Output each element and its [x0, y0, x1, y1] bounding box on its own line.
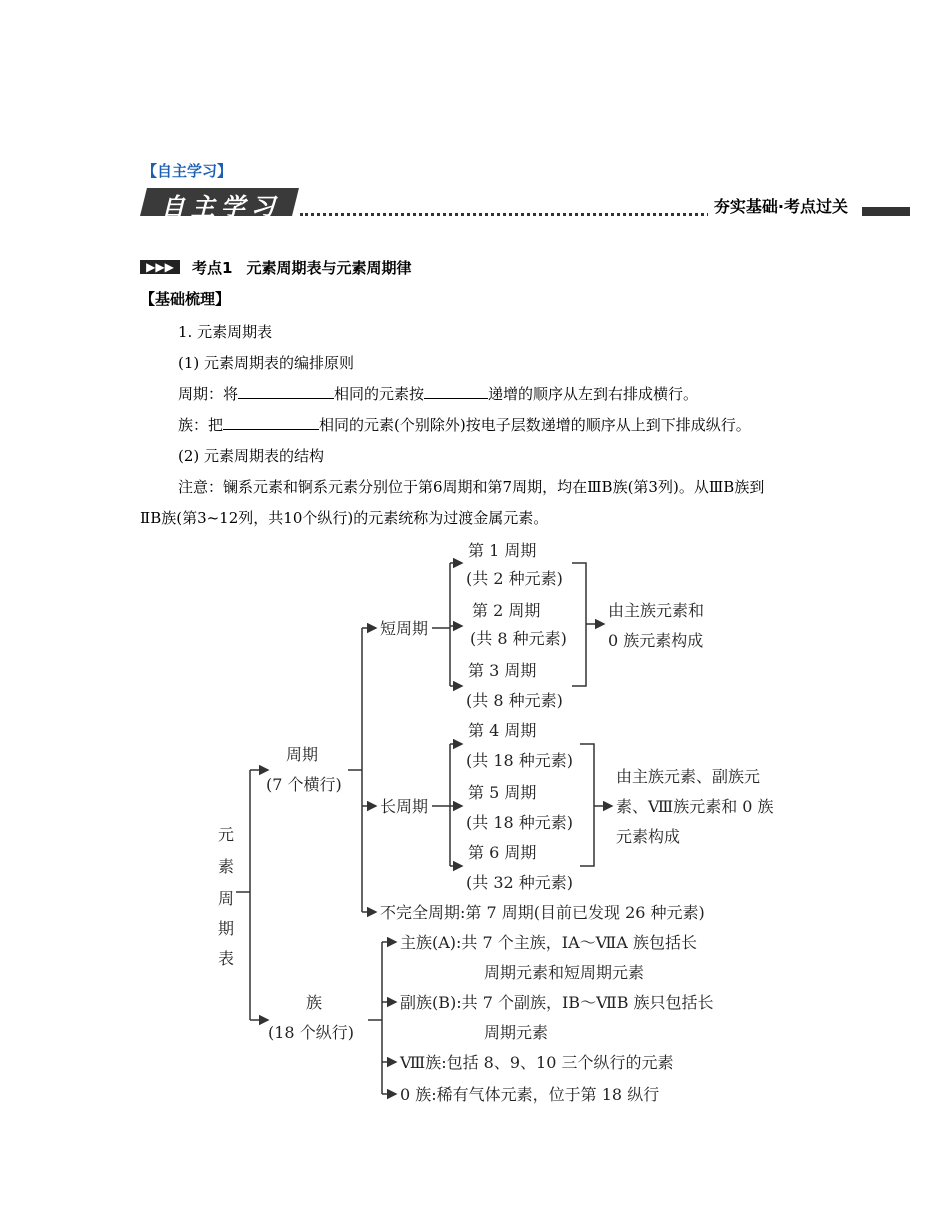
long-item-2: 第 5 周期 [468, 783, 537, 802]
period-count: (7 个横行) [266, 775, 342, 794]
text-line-7: ⅡB族(第3~12列，共10个纵行)的元素统称为过渡金属元素。 [140, 509, 549, 527]
sub-group-0: 副族(B):共 7 个副族，ⅠB～ⅦB 族只包括长 [400, 993, 714, 1012]
long-period-label: 长周期 [380, 797, 429, 816]
text-line-6: 注意：镧系元素和锕系元素分别位于第6周期和第7周期，均在ⅢB族(第3列)。从ⅢB族到 [178, 478, 765, 496]
short-period-label: 短周期 [380, 619, 429, 638]
section-heading: 【基础梳理】 [140, 290, 231, 308]
long-note-0: 由主族元素、副族元 [616, 767, 761, 786]
group-label: 族 [306, 993, 323, 1012]
long-note-2: 元素构成 [616, 827, 681, 846]
root-char-3: 期 [218, 919, 235, 938]
text-line-5: (2) 元素周期表的结构 [178, 447, 325, 465]
group0-text: 0 族:稀有气体元素，位于第 18 纵行 [400, 1085, 660, 1104]
long-item-1: (共 18 种元素) [466, 751, 574, 770]
text-line-3a: 周期：将 [178, 385, 239, 403]
triple-arrow-icon: ▶▶▶ [140, 260, 180, 274]
short-item-0: 第 1 周期 [468, 541, 537, 560]
banner-title: 自主学习 [160, 193, 281, 221]
root-char-1: 素 [218, 857, 235, 876]
kaodian-title: 元素周期表与元素周期律 [246, 258, 412, 277]
group-count: (18 个纵行) [268, 1023, 354, 1042]
root-char-0: 元 [218, 825, 235, 844]
short-item-3: (共 8 种元素) [470, 629, 567, 648]
main-group-0: 主族(A):共 7 个主族，ⅠA～ⅦA 族包括长 [400, 933, 697, 952]
long-close-bracket [580, 744, 594, 866]
text-line-1: 1. 元素周期表 [178, 323, 273, 341]
short-close-bracket [572, 563, 586, 686]
short-item-5: (共 8 种元素) [466, 691, 563, 710]
main-group-1: 周期元素和短周期元素 [484, 963, 645, 982]
short-item-4: 第 3 周期 [468, 661, 537, 680]
sub-group-1: 周期元素 [484, 1023, 549, 1042]
group8-text: Ⅷ族:包括 8、9、10 三个纵行的元素 [400, 1053, 674, 1072]
text-line-4b: 相同的元素(个别除外)按电子层数递增的顺序从上到下排成纵行。 [319, 416, 751, 434]
short-note-1: 0 族元素构成 [608, 631, 704, 650]
long-item-4: 第 6 周期 [468, 843, 537, 862]
long-note-1: 素、Ⅷ族元素和 0 族 [616, 797, 774, 816]
long-item-3: (共 18 种元素) [466, 813, 574, 832]
kaodian-label: 考点1 [192, 258, 233, 277]
root-char-2: 周 [218, 889, 235, 908]
text-line-3b: 相同的元素按 [334, 385, 425, 403]
long-item-5: (共 32 种元素) [466, 873, 574, 892]
incomplete-period: 不完全周期:第 7 周期(目前已发现 26 种元素) [380, 903, 705, 922]
long-item-0: 第 4 周期 [468, 721, 537, 740]
short-note-0: 由主族元素和 [608, 601, 705, 620]
banner-subtitle: 夯实基础·考点过关 [708, 194, 848, 217]
period-label: 周期 [286, 745, 319, 764]
section-tag: 【自主学习】 [142, 162, 233, 180]
root-char-4: 表 [218, 949, 235, 968]
short-item-2: 第 2 周期 [472, 601, 541, 620]
text-line-2: (1) 元素周期表的编排原则 [178, 354, 355, 372]
text-line-3c: 递增的顺序从左到右排成横行。 [488, 385, 699, 403]
text-line-4a: 族：把 [178, 416, 224, 434]
short-item-1: (共 2 种元素) [466, 569, 563, 588]
